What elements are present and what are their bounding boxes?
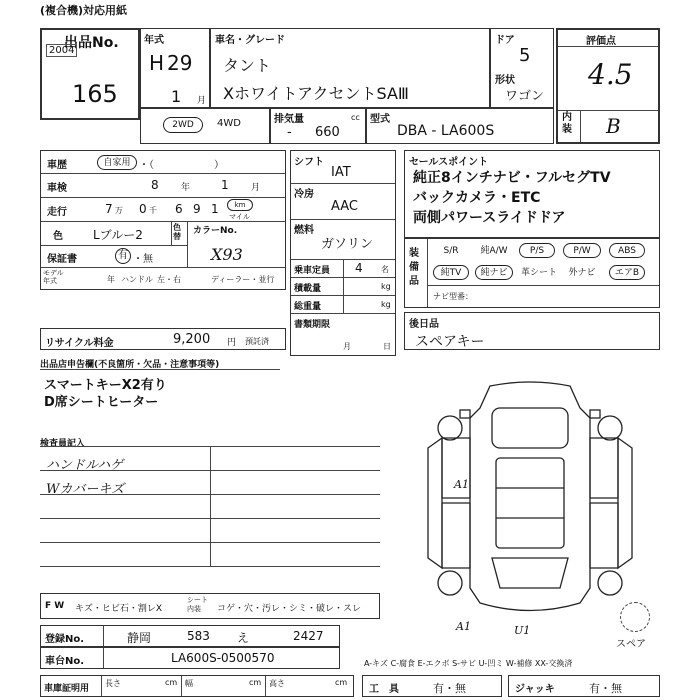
shift-label: シフト: [294, 157, 324, 168]
docs-day: 日: [383, 342, 391, 351]
modelspec-year-unit: 年: [107, 275, 115, 284]
model-box: [210, 28, 490, 108]
capacity-label: 乗車定員: [294, 266, 331, 276]
spare-label: スペア: [616, 639, 646, 650]
year-era: H: [149, 51, 165, 75]
color-code: X93: [211, 245, 243, 264]
fw-label: F W: [45, 601, 65, 611]
cert-cm-1: cm: [165, 678, 178, 687]
accessory-value: スペアキー: [415, 334, 485, 350]
mileage-u2: 千: [149, 206, 157, 215]
sales-line2: バックカメラ・ETC: [413, 190, 541, 206]
accessory-label: 後日品: [409, 319, 439, 330]
equip-airbag: エアB: [609, 265, 645, 280]
recycle-value: 9,200: [173, 332, 211, 347]
warranty-no: ・無: [133, 254, 153, 265]
tools-label: 工 具: [369, 684, 399, 695]
inspector-line1: ハンドルハゲ: [46, 458, 124, 473]
score-value: 4.5: [588, 58, 633, 91]
equip-tv: 純TV: [433, 265, 469, 280]
modelspec-lr: 左・右: [157, 275, 181, 284]
sales-label: セールスポイント: [409, 157, 489, 168]
mileage-d2: 0: [139, 202, 147, 216]
navi-model-label: ナビ型番：: [433, 292, 473, 301]
shape-value: ワゴン: [505, 89, 545, 104]
legend-text: A-キズ C-腐食 E-エクボ S-サビ U-凹ミ W-補修 XX-交換済: [364, 659, 573, 668]
interior-label: 内装: [562, 112, 572, 135]
color-code-label: カラーNo.: [193, 226, 238, 236]
mileage-d3: 6: [175, 202, 183, 216]
chassis-value: LA600S-0500570: [171, 651, 275, 665]
modelspec-label: モデル年式: [43, 269, 64, 285]
inspection-month: 1: [221, 178, 229, 192]
equip-pw: P/W: [563, 243, 601, 258]
equip-aw: 純A/W: [480, 246, 508, 256]
mileage-u1: 万: [115, 206, 123, 215]
cert-cm-2: cm: [249, 678, 262, 687]
color-value: Lブルー2: [93, 228, 143, 242]
tools-box: [362, 675, 502, 697]
damage-mark-1: A1: [454, 478, 469, 491]
door-box: [490, 28, 554, 108]
drive-4wd: 4WD: [217, 118, 241, 129]
mileage-d5: 1: [211, 202, 219, 216]
fw-seat: シート内装: [187, 596, 208, 613]
capacity-value: 4: [355, 261, 363, 275]
equip-ps: P/S: [519, 243, 555, 258]
chassis-box: [40, 647, 340, 669]
inspection-label: 車検: [47, 183, 67, 194]
mileage-km: km: [227, 199, 253, 211]
mileage-d1: 7: [105, 202, 113, 216]
notes-line2: D席シートヒーター: [44, 395, 159, 410]
shape-label: 形状: [495, 75, 515, 86]
registration-class: 583: [187, 629, 210, 643]
year-month: 1: [171, 87, 182, 106]
spare-tire-icon: [620, 602, 650, 632]
type-value: DBA - LA600S: [397, 123, 495, 139]
sales-box: [404, 150, 660, 238]
mileage-mile: マイル: [229, 213, 250, 221]
engine-unit: cc: [351, 113, 360, 122]
inspector-line2: Wカバーキズ: [46, 482, 125, 497]
recycle-box: [40, 328, 286, 350]
weight-unit: kg: [381, 300, 391, 309]
car-diagram: [420, 378, 640, 628]
interior-value: B: [606, 114, 621, 138]
shift-value: IAT: [331, 165, 351, 180]
sales-line1: 純正8インチナビ・フルセグTV: [413, 170, 611, 186]
modelspec-handle: ハンドル: [121, 275, 153, 284]
fuel-label: 燃料: [294, 225, 314, 236]
type-label: 型式: [370, 114, 390, 125]
cert-box: [40, 675, 354, 697]
history-rest: ・（ ）: [139, 160, 224, 171]
door-label: ドア: [495, 35, 515, 46]
cert-height: 高さ: [269, 679, 285, 688]
mileage-label: 走行: [47, 207, 67, 218]
ac-value: AAC: [331, 199, 358, 214]
type-box: [366, 108, 554, 144]
inspection-year-unit: 年: [181, 183, 191, 193]
door-count: 5: [519, 45, 531, 66]
engine-box: [270, 108, 366, 144]
model-label: 車名・グレード: [215, 35, 285, 46]
jack-box: [508, 675, 660, 697]
damage-mark-2: A1: [456, 620, 471, 633]
warranty-label: 保証書: [47, 254, 77, 265]
history-value: 自家用: [97, 155, 137, 170]
registration-label: 登録No.: [45, 634, 85, 645]
engine-label: 排気量: [274, 114, 304, 125]
equip-sr: S/R: [443, 246, 459, 256]
recycle-label: リサイクル料金: [45, 338, 114, 349]
warranty-yes: 有: [115, 248, 131, 264]
model-name: タント: [223, 56, 272, 75]
lot-number: 165: [72, 80, 118, 108]
registration-kana: え: [237, 631, 250, 645]
model-grade: XホワイトアクセントSAⅢ: [223, 84, 409, 103]
color-change-label: 色替: [173, 223, 181, 241]
ac-label: 冷房: [294, 189, 314, 200]
history-label: 車歴: [47, 160, 67, 171]
lot-stamp: 2004: [46, 44, 77, 57]
engine-value: 660: [315, 125, 340, 140]
chassis-label: 車台No.: [45, 656, 85, 667]
notes-line1: スマートキーX2有り: [44, 378, 167, 393]
color-label: 色: [53, 231, 63, 242]
weight-label: 総重量: [294, 302, 322, 312]
year-box: [140, 28, 210, 108]
registration-number: 2427: [293, 629, 324, 643]
cert-cm-3: cm: [335, 678, 348, 687]
cert-label: 車庫証明用: [44, 684, 90, 694]
load-unit: kg: [381, 282, 391, 291]
score-box: [556, 28, 660, 144]
notes-label: 出品店申告欄(不良箇所・欠品・注意事項等): [40, 360, 220, 370]
year-value: 29: [167, 51, 193, 75]
fw-text2: コゲ・穴・汚レ・シミ・破レ・スレ: [217, 604, 362, 614]
inspection-month-unit: 月: [251, 183, 261, 193]
drive-box: [140, 108, 270, 144]
jack-label: ジャッキ: [515, 684, 555, 695]
score-label: 評価点: [586, 36, 616, 47]
load-label: 積載量: [294, 284, 322, 294]
registration-box: [40, 625, 340, 647]
inspector-label: 検査員記入: [40, 439, 86, 449]
cert-length: 長さ: [105, 679, 121, 688]
equipment-box: [404, 238, 660, 308]
capacity-unit: 名: [381, 265, 389, 274]
spec-table: [40, 150, 286, 290]
docs-month: 月: [343, 342, 351, 351]
lot-box: [40, 28, 140, 120]
fw-box: [40, 593, 380, 619]
drive-2wd: 2WD: [163, 117, 203, 133]
tools-value: 有・無: [433, 682, 466, 695]
mileage-d4: 9: [193, 202, 201, 216]
equip-abs: ABS: [609, 243, 645, 258]
equipment-label: 装備品: [409, 248, 419, 287]
equip-ext-navi: 外ナビ: [568, 268, 596, 278]
accessory-box: [404, 312, 660, 350]
equip-leather: 革シート: [520, 268, 557, 278]
recycle-unit: 円: [227, 338, 237, 348]
modelspec-dealer: ディーラー・並行: [211, 275, 275, 284]
registration-area: 静岡: [127, 631, 152, 645]
recycle-note: 預託済: [245, 337, 269, 346]
fuel-value: ガソリン: [321, 237, 374, 252]
cert-width: 幅: [185, 679, 193, 688]
inspection-year: 8: [151, 178, 159, 192]
jack-value: 有・無: [589, 682, 622, 695]
docs-label: 書類期限: [294, 320, 331, 330]
header-text: (複合機)対応用紙: [40, 4, 128, 17]
equip-navi: 純ナビ: [475, 265, 513, 280]
year-label: 年式: [144, 35, 164, 46]
fw-text: キズ・ヒビ石・割レX: [75, 604, 162, 614]
year-month-unit: 月: [197, 96, 207, 106]
sales-line3: 両側パワースライドドア: [413, 210, 566, 226]
engine-dash: -: [287, 125, 292, 140]
lot-label: 出品No.: [64, 35, 119, 51]
center-specs: [290, 150, 396, 356]
damage-mark-3: U1: [514, 624, 531, 637]
